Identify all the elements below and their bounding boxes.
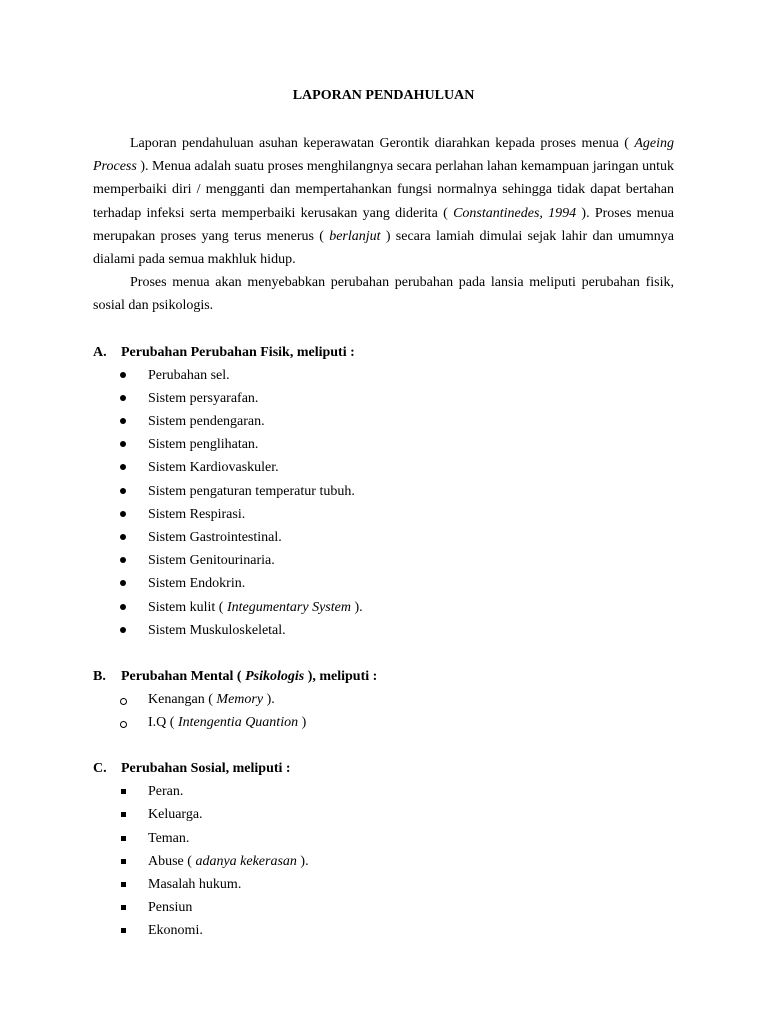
section-b-heading	[93, 665, 674, 688]
intro-text: ). Proses menua merupakan proses yang terus menerus (	[93, 205, 674, 244]
section-letter: C.	[93, 761, 107, 777]
list-item: Keluarga.	[93, 803, 674, 826]
intro-text: ) secara lamiah dimulai sejak lahir dan umumnya dialami pada semua makhluk hidup.	[93, 228, 674, 268]
intro-citation: Constantinedes, 1994	[453, 205, 577, 221]
section-letter: B.	[93, 668, 106, 684]
list-item: Sistem Gastrointestinal.	[93, 526, 674, 549]
list-item: Sistem pengaturan temperatur tubuh.	[93, 480, 674, 503]
mental-changes-list	[93, 688, 674, 734]
filled-square-bullet-icon	[93, 873, 148, 896]
filled-disc-bullet-icon	[93, 456, 148, 479]
section-heading-text: Perubahan Perubahan Fisik, meliputi :	[121, 344, 355, 360]
list-item: Sistem Kardiovaskuler.	[93, 456, 674, 479]
filled-disc-bullet-icon	[93, 364, 148, 387]
filled-square-bullet-icon	[93, 896, 148, 919]
section-c-heading	[93, 757, 674, 780]
document-title: LAPORAN PENDAHULUAN	[292, 88, 475, 103]
filled-square-bullet-icon	[93, 850, 148, 873]
intro-italic-term: berlanjut	[329, 228, 381, 244]
filled-disc-bullet-icon	[93, 433, 148, 456]
filled-square-bullet-icon	[93, 803, 148, 826]
list-item: Masalah hukum.	[93, 873, 674, 896]
filled-disc-bullet-icon	[93, 572, 148, 595]
list-item: Sistem penglihatan.	[93, 433, 674, 456]
filled-disc-bullet-icon	[93, 549, 148, 572]
list-item: Sistem persyarafan.	[93, 387, 674, 410]
list-item: Sistem pendengaran.	[93, 410, 674, 433]
list-item: Perubahan sel.	[93, 364, 674, 387]
list-item: Sistem Endokrin.	[93, 572, 674, 595]
intro-text: ). Menua adalah suatu proses menghilangnya secara perlahan lahan kemampuan jaringan untuk memperbaiki diri / mengganti dan mempertahankan fungsi normalnya sehingga tidak dapat bertahan terhadap infeksi serta memperbaiki kerusakan yang diderita (	[93, 159, 674, 221]
intro-italic-term: Ageing Process	[93, 136, 674, 175]
intro-text: Laporan pendahuluan asuhan keperawatan Gerontik diarahkan kepada proses menua (	[130, 136, 635, 151]
section-letter: A.	[93, 344, 107, 360]
filled-disc-bullet-icon	[93, 410, 148, 433]
physical-changes-list	[93, 364, 674, 642]
section-a-heading	[93, 341, 674, 364]
section-mental-changes	[93, 665, 674, 734]
list-item: Sistem kulit ( Integumentary System ).	[93, 596, 674, 619]
filled-disc-bullet-icon	[93, 526, 148, 549]
list-item: Sistem Genitourinaria.	[93, 549, 674, 572]
section-heading-text: Perubahan Mental ( Psikologis ), meliputi :	[121, 668, 378, 684]
filled-square-bullet-icon	[93, 827, 148, 850]
filled-square-bullet-icon	[93, 780, 148, 803]
filled-disc-bullet-icon	[93, 480, 148, 503]
list-item: Peran.	[93, 780, 674, 803]
list-item: Pensiun	[93, 896, 674, 919]
document-page	[93, 86, 674, 943]
list-item: Sistem Respirasi.	[93, 503, 674, 526]
list-item: Ekonomi.	[93, 919, 674, 942]
hollow-circle-bullet-icon	[93, 711, 148, 734]
filled-square-bullet-icon	[93, 919, 148, 942]
intro-paragraph-1	[93, 132, 674, 271]
list-item: Sistem Muskuloskeletal.	[93, 619, 674, 642]
list-item: Teman.	[93, 827, 674, 850]
section-heading-text: Perubahan Sosial, meliputi :	[121, 761, 291, 777]
list-item: Kenangan ( Memory ).	[93, 688, 674, 711]
section-social-changes	[93, 757, 674, 942]
section-physical-changes	[93, 341, 674, 642]
filled-disc-bullet-icon	[93, 503, 148, 526]
filled-disc-bullet-icon	[93, 387, 148, 410]
social-changes-list	[93, 780, 674, 942]
filled-disc-bullet-icon	[93, 596, 148, 619]
hollow-circle-bullet-icon	[93, 688, 148, 711]
list-item: I.Q ( Intengentia Quantion )	[93, 711, 674, 734]
list-item: Abuse ( adanya kekerasan ).	[93, 850, 674, 873]
intro-paragraph-2: Proses menua akan menyebabkan perubahan perubahan pada lansia meliputi perubahan fisik, sosial dan psikologis.	[93, 275, 674, 314]
filled-disc-bullet-icon	[93, 619, 148, 642]
